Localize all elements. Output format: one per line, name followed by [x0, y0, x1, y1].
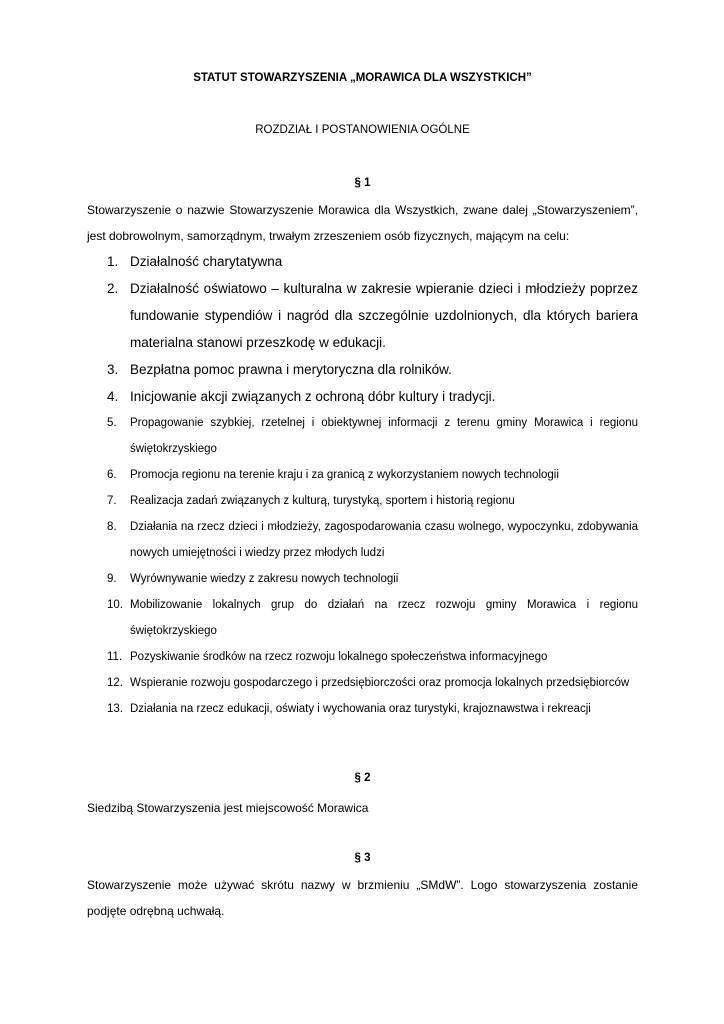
section-1-heading: § 1: [354, 177, 371, 189]
goal-text: Pozyskiwanie środków na rzecz rozwoju lokalnego społeczeństwa informacyjnego: [130, 651, 548, 663]
goal-number: 8.: [107, 521, 117, 533]
goal-text: Wspieranie rozwoju gospodarczego i przedsiębiorczości oraz promocja lokalnych przedsiębiorców: [130, 677, 630, 689]
goal-text: Działania na rzecz edukacji, oświaty i wychowania oraz turystyki, krajoznawstwa i rekreacji: [130, 703, 591, 715]
goal-text: Bezpłatna pomoc prawna i merytoryczna dla rolników.: [130, 362, 452, 377]
section-3-text: Stowarzyszenie może używać skrótu nazwy w brzmieniu „SMdW”. Logo stowarzyszenia zostanie podjęte odrębną uchwałą.: [87, 878, 638, 918]
goal-item: [87, 488, 638, 514]
section-2-text: Siedzibą Stowarzyszenia jest miejscowość Morawica: [87, 801, 369, 815]
goal-item: [87, 670, 638, 696]
goal-item: [87, 566, 638, 592]
goal-number: 7.: [107, 495, 117, 507]
goal-text: Propagowanie szybkiej, rzetelnej i obiektywnej informacji z terenu gminy Morawica i regionu świętokrzyskiego: [130, 417, 638, 455]
goal-number: 11.: [107, 651, 123, 663]
goal-text: Promocja regionu na terenie kraju i za granicą z wykorzystaniem nowych technologii: [130, 469, 559, 481]
goal-number: 5.: [107, 417, 117, 429]
goal-number: 6.: [107, 469, 117, 481]
goal-text: Mobilizowanie lokalnych grup do działań na rzecz rozwoju gminy Morawica i regionu świętokrzyskiego: [130, 599, 638, 637]
goal-number: 13.: [107, 703, 123, 715]
goal-item: [87, 275, 638, 356]
goal-item: [87, 462, 638, 488]
goal-text: Działalność oświatowo – kulturalna w zakresie wpieranie dzieci i młodzieży poprzez fundowanie stypendiów i nagród dla szczególnie uzdolnionych, dla których bariera materialna stanowi przeszkodę w edukacji.: [130, 281, 638, 350]
goal-item: [87, 644, 638, 670]
goal-text: Wyrównywanie wiedzy z zakresu nowych technologii: [130, 573, 399, 585]
goal-number: 9.: [107, 573, 117, 585]
goal-text: Działalność charytatywna: [130, 254, 283, 269]
goal-item: [87, 410, 638, 462]
section-3-heading: § 3: [354, 852, 371, 864]
document-title: STATUT STOWARZYSZENIA „MORAWICA DLA WSZYSTKICH”: [193, 72, 532, 84]
goal-item: [87, 592, 638, 644]
goal-item: [87, 248, 638, 275]
goal-number: 10.: [107, 599, 123, 611]
section-2-heading: § 2: [354, 772, 371, 784]
goal-number: 1.: [107, 254, 119, 269]
goal-text: Działania na rzecz dzieci i młodzieży, zagospodarowania czasu wolnego, wypoczynku, zdobywania nowych umiejętności i wiedzy przez młodych ludzi: [130, 521, 638, 559]
goal-item: [87, 383, 638, 410]
section-1-intro: Stowarzyszenie o nazwie Stowarzyszenie Morawica dla Wszystkich, zwane dalej „Stowarzyszeniem”, jest dobrowolnym, samorządnym, trwałym zrzeszeniem osób fizycznych, mającym na celu:: [87, 203, 638, 243]
goal-number: 2.: [107, 281, 119, 296]
goal-number: 3.: [107, 362, 119, 377]
goal-number: 4.: [107, 389, 119, 404]
goals-list: [87, 248, 638, 722]
goal-item: [87, 356, 638, 383]
goal-item: [87, 514, 638, 566]
goal-text: Realizacja zadań związanych z kulturą, turystyką, sportem i historią regionu: [130, 495, 515, 507]
goal-text: Inicjowanie akcji związanych z ochroną dóbr kultury i tradycji.: [130, 389, 496, 404]
goal-number: 12.: [107, 677, 123, 689]
chapter-heading: ROZDZIAŁ I POSTANOWIENIA OGÓLNE: [255, 124, 470, 136]
goal-item: [87, 696, 638, 722]
